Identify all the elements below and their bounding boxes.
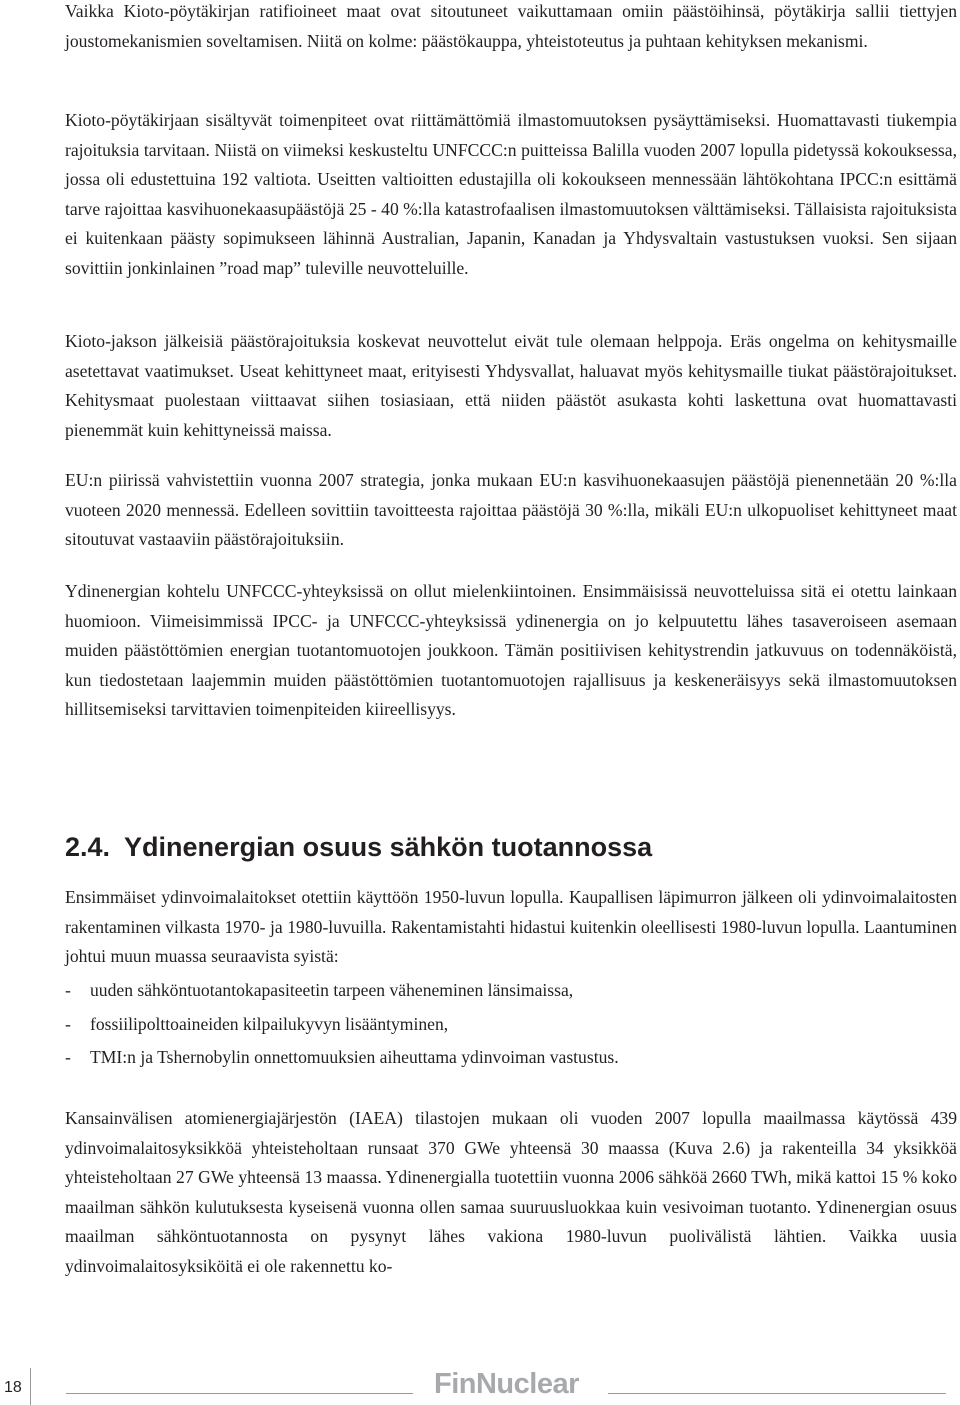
footer-rule-right bbox=[608, 1393, 946, 1394]
list-item-text: TMI:n ja Tshernobylin onnettomuuksien aiheuttama ydinvoiman vastustus. bbox=[90, 1047, 619, 1067]
list-item bbox=[65, 1043, 957, 1077]
finnuclear-logo: FinNuclear bbox=[434, 1368, 579, 1400]
list-marker: - bbox=[65, 980, 71, 1000]
list-item-text: uuden sähköntuotantokapasiteetin tarpeen väheneminen länsimaissa, bbox=[90, 980, 574, 1000]
list-item bbox=[65, 976, 957, 1010]
list-item bbox=[65, 1010, 957, 1044]
footer-rule-left bbox=[66, 1393, 413, 1394]
list-marker: - bbox=[65, 1013, 71, 1034]
paragraph-kyoto-insufficient: Kioto-pöytäkirjaan sisältyvät toimenpiteet ovat riittämättömiä ilmastomuutoksen pysäyttämiseksi. Huomattavasti tiukempia rajoituksia tarvitaan. Niistä on viimeksi keskusteltu UNFCCC:n puitteissa Balilla vuoden 2007 lopulla pidetyssä kokouksessa, jossa oli edustettuina 192 valtiota. Useitten valtioitten edustajilla oli kokoukseen mennessään lähtökohtana IPCC:n esittämä tarve rajoittaa kasvihuonekaasupäästöjä 25 - 40 %:lla katastrofaalisen ilmastomuutoksen välttämiseksi. Tällaisista rajoituksista ei kuitenkaan päästy sopimukseen lähinnä Australian, Japanin, Kanadan ja Yhdysvaltain vastustuksen vuoksi. Sen sijaan sovittiin jonkinlainen ”road map” tuleville neuvotteluille. bbox=[65, 110, 957, 278]
list-item-text: fossiilipolttoaineiden kilpailukyvyn lisääntyminen, bbox=[90, 1013, 449, 1034]
reasons-list bbox=[65, 976, 957, 1077]
section-title: Ydinenergian osuus sähkön tuotannossa bbox=[124, 832, 653, 862]
paragraph-kyoto-flexibility: Vaikka Kioto-pöytäkirjan ratifioineet maat ovat sitoutuneet vaikuttamaan omiin päästöihinsä, pöytäkirja sallii tiettyjen joustomekanismien soveltamisen. Niitä on kolme: päästökauppa, yhteistoteutus ja puhtaan kehityksen mekanismi. bbox=[65, 1, 957, 51]
section-number: 2.4. bbox=[65, 832, 111, 862]
page-number: 18 bbox=[4, 1379, 22, 1396]
paragraph-iaea-statistics: Kansainvälisen atomienergiajärjestön (IAEA) tilastojen mukaan oli vuoden 2007 lopulla maailmassa käytössä 439 ydinvoimalaitosyksikköä yhteisteholtaan runsaat 370 GWe yhteensä 30 maassa (Kuva 2.6) ja rakenteilla 34 yksikköä yhteisteholtaan 27 GWe yhteensä 13 maassa. Ydinenergialla tuotettiin vuonna 2006 sähköä 2660 TWh, mikä kattoi 15 % koko maailman sähkön kulutuksesta kyseisenä vuonna ollen samaa suuruusluokkaa kuin vesivoiman tuotanto. Ydinenergian osuus maailman sähköntuotannosta on pysynyt lähes vakiona 1980-luvun puolivälistä lähtien. Vaikka uusia ydinvoimalaitosyksiköitä ei ole rakennettu ko- bbox=[65, 1108, 957, 1276]
paragraph-post-kyoto-negotiations: Kioto-jakson jälkeisiä päästörajoituksia koskevat neuvottelut eivät tule olemaan helppoja. Eräs ongelma on kehitysmaille asetettavat vaatimukset. Useat kehittyneet maat, erityisesti Yhdysvallat, haluavat myös kehitysmaille tiukat päästörajoitukset. Kehitysmaat puolestaan viittaavat siihen tosiasiaan, että niiden päästöt asukasta kohti laskettuna ovat huomattavasti pienemmät kuin kehittyneissä maissa. bbox=[65, 331, 957, 440]
paragraph-first-plants: Ensimmäiset ydinvoimalaitokset otettiin käyttöön 1950-luvun lopulla. Kaupallisen läpimurron jälkeen oli ydinvoimalaitosten rakentaminen vilkasta 1970- ja 1980-luvuilla. Rakentamistahti hidastui kuitenkin oleellisesti 1980-luvun lopulla. Laantuminen johtui muun muassa seuraavista syistä: bbox=[65, 887, 957, 967]
section-heading bbox=[65, 829, 652, 865]
list-marker: - bbox=[65, 1047, 71, 1067]
paragraph-nuclear-unfccc: Ydinenergian kohtelu UNFCCC-yhteyksissä on ollut mielenkiintoinen. Ensimmäisissä neuvotteluissa sitä ei otettu lainkaan huomioon. Viimeisimmissä IPCC- ja UNFCCC-yhteyksissä ydinenergia on jo kelpuutettu lähes tasaveroiseen asemaan muiden päästöttömien energian tuotantomuotojen joukkoon. Tämän positiivisen kehitystrendin jatkuvuus on todennäköistä, kun tiedostetaan laajemmin muiden päästöttömien tuotantomuotojen rajallisuus ja keskeneräisyys sekä ilmastomuutoksen hillitsemiseksi tarvittavien toimenpiteiden kiireellisyys. bbox=[65, 581, 957, 720]
paragraph-eu-strategy: EU:n piirissä vahvistettiin vuonna 2007 strategia, jonka mukaan EU:n kasvihuonekaasujen päästöjä pienennetään 20 %:lla vuoteen 2020 mennessä. Edelleen sovittiin tavoitteesta rajoittaa päästöjä 30 %:lla, mikäli EU:n ulkopuoliset kehittyneet maat sitoutuvat vastaaviin päästörajoituksiin. bbox=[65, 470, 957, 550]
page-number-box bbox=[0, 1368, 31, 1405]
